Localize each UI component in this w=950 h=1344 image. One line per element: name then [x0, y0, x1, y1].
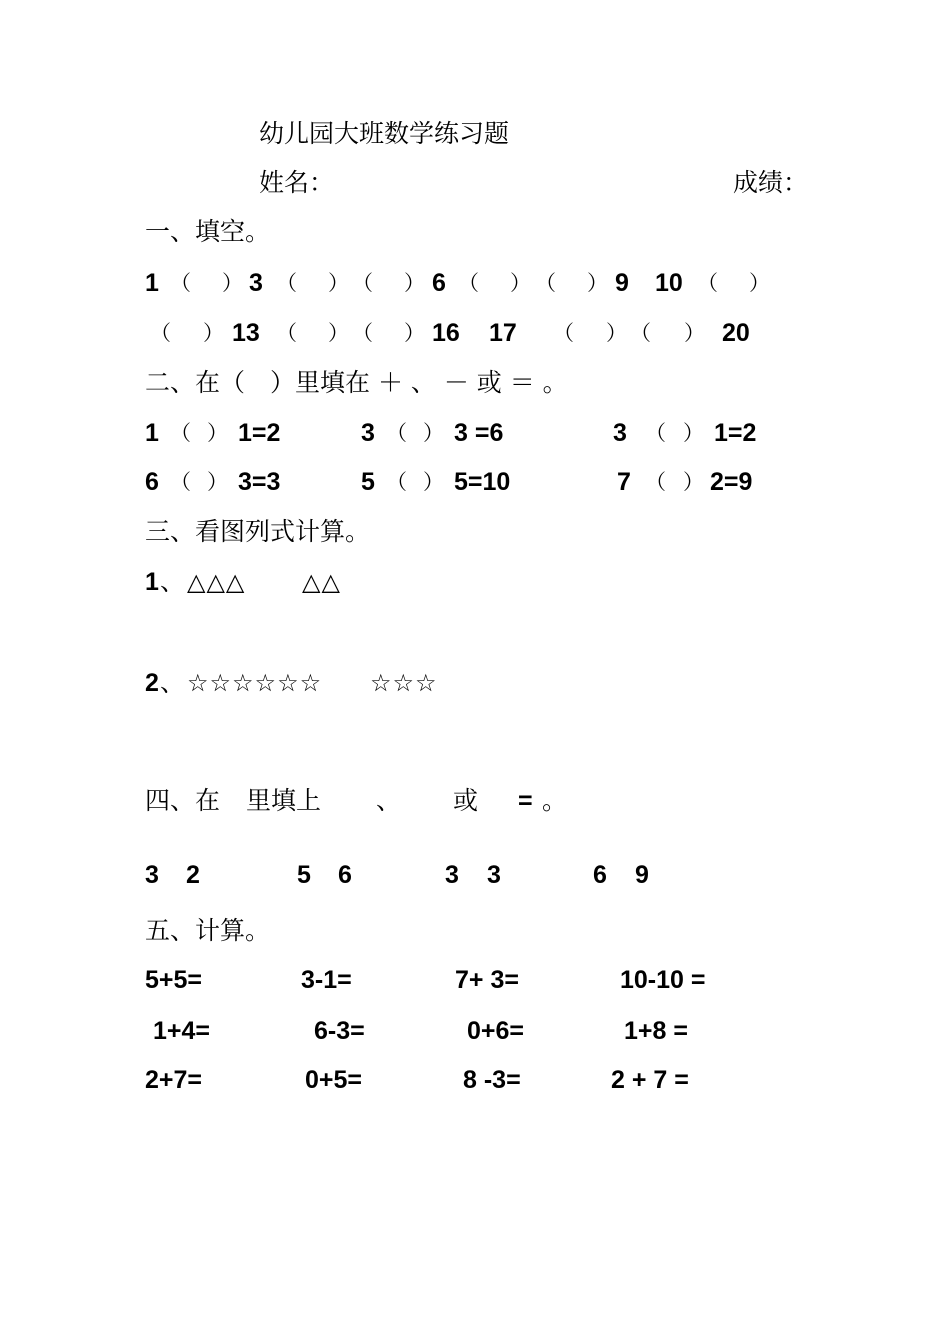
paren-close: ） [222, 271, 243, 295]
paren-close: ） [207, 470, 228, 494]
calc-problem: 0+5= [305, 1066, 363, 1094]
paren-open: （ [352, 271, 373, 295]
paren-open: （ [276, 271, 297, 295]
calc-problem: 5+5= [145, 966, 203, 994]
compare-number: 3 [445, 861, 459, 889]
calc-problem: 7+ 3= [455, 966, 519, 994]
calc-problem: 2 + 7 = [611, 1066, 689, 1094]
star-icon-group: ☆☆☆☆☆☆ [187, 669, 323, 697]
number: 6 [432, 269, 446, 297]
paren-open: （ [170, 421, 191, 445]
calc-problem: 1+8 = [624, 1017, 688, 1045]
paren-close: ） [606, 321, 627, 345]
paren-close: ） [684, 321, 705, 345]
calc-problem: 3-1= [301, 966, 352, 994]
paren-close: ） [203, 321, 224, 345]
paren-close: ） [683, 421, 704, 445]
paren-open: （ [386, 421, 407, 445]
number: 20 [722, 319, 750, 347]
item-separator: 、 [160, 567, 186, 596]
paren-close: ） [328, 321, 349, 345]
paren-open: （ [553, 321, 574, 345]
heading-part: 。 [542, 786, 568, 815]
item-separator: 、 [160, 668, 186, 697]
compare-number: 5 [297, 861, 311, 889]
paren-close: ） [587, 271, 608, 295]
calc-problem: 0+6= [467, 1017, 525, 1045]
paren-close: ） [404, 321, 425, 345]
compare-number: 3 [145, 861, 159, 889]
number: 1 [145, 269, 159, 297]
paren-open: （ [150, 321, 171, 345]
operand: 6 [145, 468, 159, 496]
paren-close: ） [749, 271, 770, 295]
paren-open: （ [645, 421, 666, 445]
paren-close: ） [207, 421, 228, 445]
paren-open: （ [697, 271, 718, 295]
name-label: 姓名： [259, 168, 335, 197]
paren-open: （ [535, 271, 556, 295]
equation-rest: 1=2 [238, 419, 281, 447]
heading-part: = [518, 787, 533, 815]
paren-open: （ [386, 470, 407, 494]
calc-problem: 8 -3= [463, 1066, 521, 1094]
score-label: 成绩： [733, 168, 809, 197]
section-2-heading: 二、在（ ）里填在 ＋ 、 － 或 ＝ 。 [145, 368, 568, 397]
triangle-icon-group: △△△ [187, 568, 246, 596]
heading-part: 四、在 [145, 786, 221, 815]
compare-number: 3 [487, 861, 501, 889]
equation-rest: 3=3 [238, 468, 281, 496]
equation-rest: 2=9 [710, 468, 753, 496]
operand: 5 [361, 468, 375, 496]
paren-close: ） [328, 271, 349, 295]
item-number: 1 [145, 568, 159, 596]
number: 9 [615, 269, 629, 297]
number: 3 [249, 269, 263, 297]
paren-close: ） [423, 470, 444, 494]
heading-part: 或 [453, 786, 479, 815]
equation-rest: 1=2 [714, 419, 757, 447]
item-number: 2 [145, 669, 159, 697]
heading-part: 里填上 [246, 786, 322, 815]
section-5-heading: 五、计算。 [145, 916, 271, 945]
paren-close: ） [423, 421, 444, 445]
paren-open: （ [352, 321, 373, 345]
operand: 3 [361, 419, 375, 447]
compare-number: 6 [338, 861, 352, 889]
calc-problem: 6-3= [314, 1017, 365, 1045]
heading-part: 、 [376, 786, 402, 815]
paren-open: （ [170, 271, 191, 295]
calc-problem: 1+4= [153, 1017, 211, 1045]
paren-open: （ [645, 470, 666, 494]
operand: 7 [617, 468, 631, 496]
compare-number: 6 [593, 861, 607, 889]
paren-open: （ [630, 321, 651, 345]
star-icon-group: ☆☆☆ [370, 669, 438, 697]
paren-close: ） [510, 271, 531, 295]
paren-close: ） [404, 271, 425, 295]
section-1-heading: 一、填空。 [145, 217, 271, 246]
number: 10 [655, 269, 683, 297]
equation-rest: 3 =6 [454, 419, 504, 447]
paren-close: ） [683, 470, 704, 494]
section-3-heading: 三、看图列式计算。 [145, 517, 371, 546]
triangle-icon-group: △△ [302, 568, 341, 596]
paren-open: （ [276, 321, 297, 345]
compare-number: 9 [635, 861, 649, 889]
compare-number: 2 [186, 861, 200, 889]
number: 17 [489, 319, 517, 347]
operand: 1 [145, 419, 159, 447]
number: 16 [432, 319, 460, 347]
equation-rest: 5=10 [454, 468, 511, 496]
calc-problem: 10-10 = [620, 966, 706, 994]
paren-open: （ [458, 271, 479, 295]
operand: 3 [613, 419, 627, 447]
paren-open: （ [170, 470, 191, 494]
calc-problem: 2+7= [145, 1066, 203, 1094]
number: 13 [232, 319, 260, 347]
page-title: 幼儿园大班数学练习题 [259, 119, 510, 148]
